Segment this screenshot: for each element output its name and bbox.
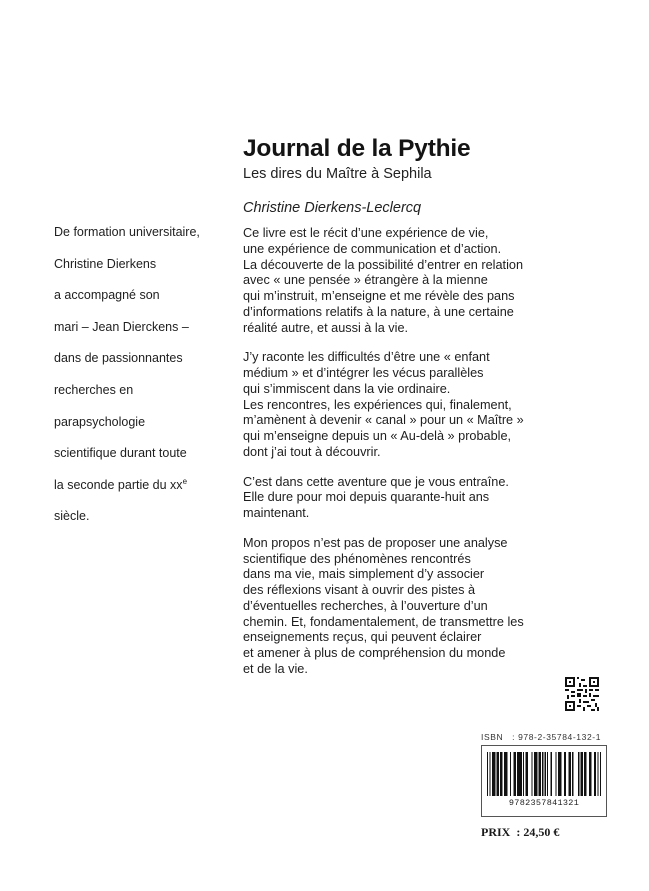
bio-line: a accompagné son: [54, 288, 160, 303]
back-cover-text: [243, 226, 563, 692]
text-line: qui m’instruit, m’enseigne et me révèle des pans: [243, 289, 515, 303]
barcode-bar: [551, 752, 552, 796]
text-line: Elle dure pour moi depuis quarante-huit ans: [243, 490, 490, 505]
book-subtitle: Les dires du Maître à Sephila: [243, 166, 432, 182]
text-line: J’y raconte les difficultés d’être une « enfant: [243, 350, 490, 365]
text-line: médium » et d’intégrer les vécus parallèles: [243, 366, 484, 380]
barcode-bar: [584, 752, 586, 796]
text-line: m’amènent à devenir « canal » pour un « Maître »: [243, 413, 524, 428]
barcode-bar: [578, 752, 579, 796]
text-line: Les rencontres, les expériences qui, finalement,: [243, 397, 512, 412]
barcode-bar: [581, 752, 583, 796]
text-line: dans ma vie, mais simplement d’y associer: [243, 567, 485, 582]
text-line: Ce livre est le récit d’une expérience de vie,: [243, 226, 489, 240]
bio-line: [54, 478, 229, 510]
barcode-bar: [555, 752, 556, 796]
barcode-bar: [497, 752, 499, 796]
barcode-bar: [510, 752, 511, 796]
isbn-label: ISBN: [481, 732, 504, 742]
qr-code[interactable]: [565, 677, 599, 711]
barcode-bar: [525, 752, 527, 796]
barcode-bar: [594, 752, 596, 796]
barcode-bar: [523, 752, 524, 796]
text-line: qui m’enseigne depuis un « Au-delà » probable,: [243, 429, 512, 443]
text-line: enseignements reçus, qui peuvent éclairer: [243, 630, 482, 645]
paragraph: [243, 350, 563, 460]
text-line: et amener à plus de compréhension du monde: [243, 646, 506, 660]
barcode-bar: [547, 752, 548, 796]
text-line: maintenant.: [243, 506, 310, 520]
barcode: [481, 745, 607, 817]
text-line: et de la vie.: [243, 661, 308, 676]
author-name: Christine Dierkens-Leclercq: [243, 200, 422, 216]
barcode-bar: [572, 752, 573, 796]
text-line: scientifique des phénomènes rencontrés: [243, 551, 471, 566]
text-line: qui s’immiscent dans la vie ordinaire.: [243, 381, 451, 396]
text-line: d’éventuelles recherches, à l’ouverture d’un: [243, 598, 488, 613]
text-line: avec « une pensée » étrangère à la mienne: [243, 273, 488, 288]
century-superscript: e: [182, 476, 188, 486]
barcode-bar: [489, 752, 490, 796]
text-line: d’informations relatifs à la nature, à une certaine: [243, 304, 514, 319]
text-line: La découverte de la possibilité d’entrer en relation: [243, 257, 524, 272]
isbn: [481, 732, 601, 742]
barcode-bar: [517, 752, 522, 796]
paragraph: [243, 536, 563, 678]
barcode-bar: [600, 752, 601, 796]
price-value: : 24,50 €: [516, 825, 560, 839]
text-line: C’est dans cette aventure que je vous entraîne.: [243, 474, 509, 489]
barcode-bar: [597, 752, 598, 796]
bio-line: recherches en: [54, 382, 134, 397]
paragraph: [243, 226, 563, 336]
barcode-bar: [500, 752, 502, 796]
price: [481, 825, 559, 840]
bio-line: scientifique durant toute: [54, 446, 187, 461]
paragraph: [243, 475, 563, 522]
book-title: Journal de la Pythie: [243, 135, 471, 162]
bio-line: parapsychologie: [54, 414, 146, 429]
barcode-bar: [542, 752, 543, 796]
text-line: une expérience de communication et d’action.: [243, 241, 502, 256]
barcode-bar: [487, 752, 488, 796]
barcode-bars: [487, 752, 601, 796]
barcode-number: 9782357841321: [508, 798, 580, 808]
bio-line: De formation universitaire,: [54, 225, 200, 239]
bio-line: Christine Dierkens: [54, 256, 157, 271]
barcode-bar: [513, 752, 515, 796]
barcode-bar: [545, 752, 546, 796]
author-bio: [54, 225, 229, 541]
bio-line: siècle.: [54, 509, 90, 524]
text-line: chemin. Et, fondamentalement, de transmettre les: [243, 614, 524, 629]
bio-line: mari – Jean Dierckens –: [54, 319, 189, 334]
bio-line-text: la seconde partie du xx: [54, 477, 183, 492]
barcode-bar: [539, 752, 541, 796]
text-line: réalité autre, et aussi à la vie.: [243, 320, 409, 335]
barcode-bar: [534, 752, 538, 796]
barcode-bar: [531, 752, 532, 796]
barcode-bar: [564, 752, 566, 796]
text-line: Mon propos n’est pas de proposer une analyse: [243, 535, 508, 550]
barcode-bar: [558, 752, 562, 796]
barcode-bar: [569, 752, 571, 796]
bio-line: dans de passionnantes: [54, 351, 183, 366]
barcode-bar: [589, 752, 591, 796]
isbn-value: : 978-2-35784-132-1: [512, 732, 602, 742]
text-line: des réflexions visant à ouvrir des pistes à: [243, 583, 476, 597]
text-line: dont j’ai tout à découvrir.: [243, 444, 381, 459]
price-label: PRIX: [481, 825, 511, 839]
barcode-bar: [492, 752, 496, 796]
barcode-bar: [504, 752, 508, 796]
